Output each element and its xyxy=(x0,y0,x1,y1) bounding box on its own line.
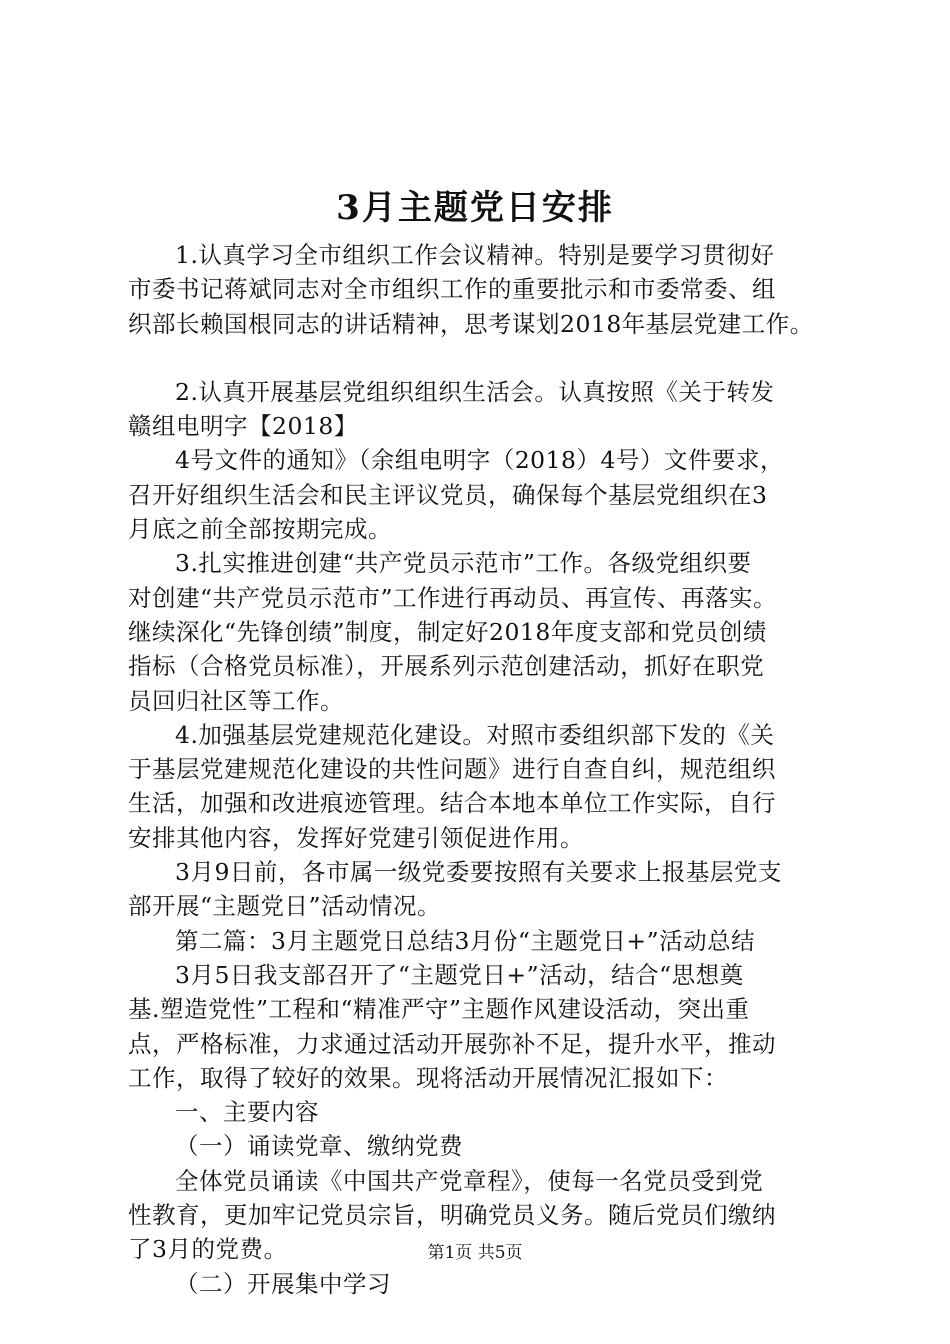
text-line: 生活，加强和改进痕迹管理。结合本地本单位工作实际，自行 xyxy=(128,789,776,818)
subsection-heading xyxy=(128,1129,840,1163)
document-body xyxy=(128,238,840,1301)
paragraph xyxy=(128,443,840,546)
text-line: 3月9日前，各市属一级党委要按照有关要求上报基层党支 xyxy=(175,858,782,887)
text-line: 3月5日我支部召开了“主题党日+”活动，结合“思想奠 xyxy=(175,960,744,989)
text-line: 织部长赖国根同志的讲话精神，思考谋划2018年基层党建工作。 xyxy=(128,309,814,338)
text-line: 全体党员诵读《中国共产党章程》，使每一名党员受到党 xyxy=(175,1166,764,1195)
paragraph xyxy=(128,375,840,444)
text-line: 4号文件的通知》（余组电明字（2018）4号）文件要求， xyxy=(175,446,784,475)
text-line: 第二篇：3月主题党日总结3月份“主题党日+”活动总结 xyxy=(175,926,756,955)
section-heading xyxy=(128,1095,840,1129)
text-line: 部开展“主题党日”活动情况。 xyxy=(128,892,442,921)
text-line: 赣组电明字【2018】 xyxy=(128,412,358,441)
text-line: （一）诵读党章、缴纳党费 xyxy=(175,1132,463,1161)
text-line: 召开好组织生活会和民主评议党员，确保每个基层党组织在3 xyxy=(128,480,768,509)
section-heading xyxy=(128,924,840,958)
text-line: 指标（合格党员标准），开展系列示范创建活动，抓好在职党 xyxy=(128,652,765,681)
text-line: 基.塑造党性”工程和“精准严守”主题作风建设活动，突出重 xyxy=(128,995,750,1024)
text-line: 2.认真开展基层党组织组织生活会。认真按照《关于转发 xyxy=(175,377,775,406)
text-line: 继续深化“先锋创绩”制度，制定好2018年度支部和党员创绩 xyxy=(128,617,767,646)
document-title: 3月主题党日安排 xyxy=(336,188,614,228)
text-line: 一、主要内容 xyxy=(175,1098,319,1127)
text-line: （二）开展集中学习 xyxy=(175,1269,391,1298)
text-line: 3.扎实推进创建“共产党员示范市”工作。各级党组织要 xyxy=(175,549,752,578)
text-line: 于基层党建规范化建设的共性问题》进行自查自纠，规范组织 xyxy=(128,755,776,784)
text-line: 安排其他内容，发挥好党建引领促进作用。 xyxy=(128,823,584,852)
page-footer: 第1页 共5页 xyxy=(427,1243,523,1263)
text-line: 4.加强基层党建规范化建设。对照市委组织部下发的《关 xyxy=(175,720,775,749)
paragraph xyxy=(128,718,840,855)
paragraph xyxy=(128,546,840,717)
subsection-heading xyxy=(128,1267,840,1301)
paragraph xyxy=(128,855,840,924)
text-line: 了3月的党费。 xyxy=(128,1235,288,1264)
text-line: 月底之前全部按期完成。 xyxy=(128,515,392,544)
paragraph xyxy=(128,238,840,341)
text-line: 对创建“共产党员示范市”工作进行再动员、再宣传、再落实。 xyxy=(128,583,778,612)
text-line: 性教育，更加牢记党员宗旨，明确党员义务。随后党员们缴纳 xyxy=(128,1201,776,1230)
text-line: 1.认真学习全市组织工作会议精神。特别是要学习贯彻好 xyxy=(175,241,775,269)
text-line: 市委书记蒋斌同志对全市组织工作的重要批示和市委常委、组 xyxy=(128,275,776,304)
text-line: 工作，取得了较好的效果。现将活动开展情况汇报如下： xyxy=(128,1063,728,1092)
text-line: 点，严格标准，力求通过活动开展弥补不足，提升水平，推动 xyxy=(128,1029,776,1058)
paragraph xyxy=(128,958,840,1095)
text-line: 员回归社区等工作。 xyxy=(128,686,344,715)
